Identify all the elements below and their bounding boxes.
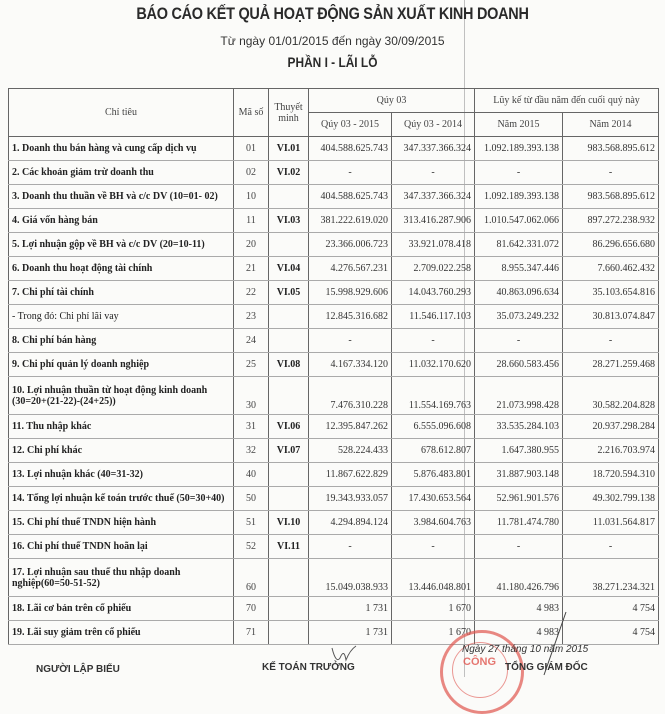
cell-item: 1. Doanh thu bán hàng và cung cấp dịch vụ	[9, 137, 234, 161]
cell-note	[269, 233, 309, 257]
cell-item: 3. Doanh thu thuần về BH và c/c DV (10=01- 02)	[9, 185, 234, 209]
cell-note: VI.03	[269, 209, 309, 233]
cell-q2014: 5.876.483.801	[392, 463, 475, 487]
cell-code: 32	[234, 439, 269, 463]
table-row	[9, 281, 659, 305]
cell-code: 20	[234, 233, 269, 257]
cell-y2014: 7.660.462.432	[563, 257, 659, 281]
header-y2014: Năm 2014	[563, 113, 659, 137]
cell-q2015: 404.588.625.743	[309, 185, 392, 209]
cell-note: VI.01	[269, 137, 309, 161]
cell-q2015: 4.276.567.231	[309, 257, 392, 281]
table-row	[9, 305, 659, 329]
cell-item: 7. Chi phí tài chính	[9, 281, 234, 305]
cell-y2014: 983.568.895.612	[563, 185, 659, 209]
cell-item: 11. Thu nhập khác	[9, 415, 234, 439]
cell-note: VI.08	[269, 353, 309, 377]
cell-code: 25	[234, 353, 269, 377]
cell-code: 22	[234, 281, 269, 305]
header-q2014: Qúy 03 - 2014	[392, 113, 475, 137]
cell-code: 10	[234, 185, 269, 209]
cell-item: 15. Chi phí thuế TNDN hiện hành	[9, 511, 234, 535]
table-row	[9, 329, 659, 353]
table-row	[9, 353, 659, 377]
cell-q2014: 6.555.096.608	[392, 415, 475, 439]
cell-q2014: 1 670	[392, 597, 475, 621]
cell-item: 12. Chi phí khác	[9, 439, 234, 463]
table-row	[9, 559, 659, 597]
cell-y2015: 21.073.998.428	[475, 377, 563, 415]
cell-note	[269, 621, 309, 645]
cell-note	[269, 559, 309, 597]
table-row	[9, 439, 659, 463]
table-row	[9, 377, 659, 415]
cell-code: 21	[234, 257, 269, 281]
cell-y2014: 35.103.654.816	[563, 281, 659, 305]
cell-code: 11	[234, 209, 269, 233]
cell-note: VI.06	[269, 415, 309, 439]
cell-y2015: 1.092.189.393.138	[475, 137, 563, 161]
cell-q2014: 11.554.169.763	[392, 377, 475, 415]
cell-q2015: 23.366.006.723	[309, 233, 392, 257]
cell-y2014: 897.272.238.932	[563, 209, 659, 233]
cell-q2015: 12.845.316.682	[309, 305, 392, 329]
cell-y2015: -	[475, 535, 563, 559]
cell-q2015: 15.998.929.606	[309, 281, 392, 305]
cell-item: - Trong đó: Chi phí lãi vay	[9, 305, 234, 329]
cell-y2014: 20.937.298.284	[563, 415, 659, 439]
cell-note: VI.11	[269, 535, 309, 559]
cell-item: 6. Doanh thu hoạt động tài chính	[9, 257, 234, 281]
cell-q2015: -	[309, 535, 392, 559]
cell-q2014: 313.416.287.906	[392, 209, 475, 233]
cell-note	[269, 377, 309, 415]
cell-q2015: 11.867.622.829	[309, 463, 392, 487]
cell-item: 14. Tổng lợi nhuận kế toán trước thuế (50=30+40)	[9, 487, 234, 511]
cell-y2014: 983.568.895.612	[563, 137, 659, 161]
cell-y2015: 28.660.583.456	[475, 353, 563, 377]
table-row	[9, 257, 659, 281]
header-item: Chỉ tiêu	[9, 89, 234, 137]
cell-item: 8. Chi phí bán hàng	[9, 329, 234, 353]
cell-q2015: 15.049.038.933	[309, 559, 392, 597]
cell-note: VI.10	[269, 511, 309, 535]
cell-y2014: 18.720.594.310	[563, 463, 659, 487]
cell-y2015: 4 983	[475, 621, 563, 645]
cell-q2014: -	[392, 535, 475, 559]
cell-code: 52	[234, 535, 269, 559]
cell-item: 9. Chi phí quản lý doanh nghiệp	[9, 353, 234, 377]
table-row	[9, 161, 659, 185]
signature	[330, 644, 360, 668]
cell-note: VI.02	[269, 161, 309, 185]
cell-note	[269, 305, 309, 329]
cell-y2015: 41.180.426.796	[475, 559, 563, 597]
cell-q2014: 14.043.760.293	[392, 281, 475, 305]
report-period: Từ ngày 01/01/2015 đến ngày 30/09/2015	[220, 34, 445, 48]
cell-q2014: 2.709.022.258	[392, 257, 475, 281]
cell-q2014: 347.337.366.324	[392, 185, 475, 209]
cell-y2015: 8.955.347.446	[475, 257, 563, 281]
cell-note	[269, 463, 309, 487]
section-title: PHẦN I - LÃI LỖ	[287, 54, 378, 70]
cell-q2014: 3.984.604.763	[392, 511, 475, 535]
chief-accountant-label: KẾ TOÁN TRƯỞNG	[262, 662, 355, 673]
cell-q2015: 4.294.894.124	[309, 511, 392, 535]
table-row	[9, 233, 659, 257]
cell-item: 5. Lợi nhuận gộp về BH và c/c DV (20=10-11)	[9, 233, 234, 257]
header-ytd-group: Lũy kế từ đầu năm đến cuối quý này	[475, 89, 659, 113]
cell-q2014: 11.546.117.103	[392, 305, 475, 329]
table-row	[9, 209, 659, 233]
cell-item: 19. Lãi suy giảm trên cổ phiếu	[9, 621, 234, 645]
cell-code: 30	[234, 377, 269, 415]
cell-code: 71	[234, 621, 269, 645]
cell-y2014: -	[563, 535, 659, 559]
cell-q2014: 33.921.078.418	[392, 233, 475, 257]
cell-q2014: 347.337.366.324	[392, 137, 475, 161]
cell-y2014: -	[563, 161, 659, 185]
cell-note: VI.05	[269, 281, 309, 305]
cell-y2015: 40.863.096.634	[475, 281, 563, 305]
cell-y2014: 49.302.799.138	[563, 487, 659, 511]
cell-y2015: 4 983	[475, 597, 563, 621]
cell-y2015: 81.642.331.072	[475, 233, 563, 257]
header-code: Mã số	[234, 89, 269, 137]
cell-item: 17. Lợi nhuận sau thuế thu nhập doanh nghiệp(60=50-51-52)	[9, 559, 234, 597]
cell-y2015: 1.092.189.393.138	[475, 185, 563, 209]
cell-q2015: 4.167.334.120	[309, 353, 392, 377]
cell-y2014: 11.031.564.817	[563, 511, 659, 535]
cell-code: 70	[234, 597, 269, 621]
cell-q2015: 1 731	[309, 597, 392, 621]
cell-note: VI.07	[269, 439, 309, 463]
cell-y2015: 33.535.284.103	[475, 415, 563, 439]
cell-code: 60	[234, 559, 269, 597]
cell-code: 51	[234, 511, 269, 535]
cell-note	[269, 185, 309, 209]
cell-item: 10. Lợi nhuận thuần từ hoạt động kinh doanh (30=20+(21-22)-(24+25))	[9, 377, 234, 415]
cell-q2015: 381.222.619.020	[309, 209, 392, 233]
cell-q2015: 1 731	[309, 621, 392, 645]
cell-q2014: 17.430.653.564	[392, 487, 475, 511]
header-note: Thuyết minh	[269, 89, 309, 137]
cell-y2014: 4 754	[563, 621, 659, 645]
cell-q2015: 528.224.433	[309, 439, 392, 463]
header-quarter-group: Qúy 03	[309, 89, 475, 113]
cell-code: 02	[234, 161, 269, 185]
table-row	[9, 137, 659, 161]
cell-code: 01	[234, 137, 269, 161]
cell-y2015: 11.781.474.780	[475, 511, 563, 535]
cell-q2015: 404.588.625.743	[309, 137, 392, 161]
cell-note: VI.04	[269, 257, 309, 281]
cell-q2015: 19.343.933.057	[309, 487, 392, 511]
cell-y2014: 2.216.703.974	[563, 439, 659, 463]
signature-director	[540, 610, 570, 677]
signing-date: Ngày 27 tháng 10 năm 2015	[462, 644, 589, 655]
cell-q2014: 11.032.170.620	[392, 353, 475, 377]
cell-y2014: 38.271.234.321	[563, 559, 659, 597]
cell-note	[269, 329, 309, 353]
cell-item: 4. Giá vốn hàng bán	[9, 209, 234, 233]
cell-y2014: 30.582.204.828	[563, 377, 659, 415]
cell-code: 23	[234, 305, 269, 329]
cell-y2015: 31.887.903.148	[475, 463, 563, 487]
table-row	[9, 415, 659, 439]
cell-q2015: -	[309, 329, 392, 353]
cell-q2014: 678.612.807	[392, 439, 475, 463]
cell-q2014: 13.446.048.801	[392, 559, 475, 597]
cell-q2015: -	[309, 161, 392, 185]
cell-y2015: -	[475, 161, 563, 185]
income-statement-table	[8, 88, 659, 645]
stamp-text: CÔNG	[463, 656, 496, 668]
report-title: BÁO CÁO KẾT QUẢ HOẠT ĐỘNG SẢN XUẤT KINH DOANH	[136, 4, 529, 23]
cell-note	[269, 597, 309, 621]
cell-item: 16. Chi phí thuế TNDN hoãn lại	[9, 535, 234, 559]
cell-y2014: 30.813.074.847	[563, 305, 659, 329]
cell-y2015: 1.647.380.955	[475, 439, 563, 463]
cell-y2014: 28.271.259.468	[563, 353, 659, 377]
cell-code: 24	[234, 329, 269, 353]
cell-q2015: 7.476.310.228	[309, 377, 392, 415]
cell-y2015: 1.010.547.062.066	[475, 209, 563, 233]
table-row	[9, 535, 659, 559]
cell-q2014: -	[392, 329, 475, 353]
cell-q2015: 12.395.847.262	[309, 415, 392, 439]
cell-item: 18. Lãi cơ bản trên cổ phiếu	[9, 597, 234, 621]
cell-y2014: 4 754	[563, 597, 659, 621]
director-label: TỔNG GIÁM ĐỐC	[505, 662, 588, 673]
cell-code: 31	[234, 415, 269, 439]
header-q2015: Qúy 03 - 2015	[309, 113, 392, 137]
cell-y2015: 52.961.901.576	[475, 487, 563, 511]
cell-q2014: 1 670	[392, 621, 475, 645]
cell-y2015: -	[475, 329, 563, 353]
header-y2015: Năm 2015	[475, 113, 563, 137]
cell-code: 40	[234, 463, 269, 487]
table-row	[9, 511, 659, 535]
preparer-label: NGƯỜI LẬP BIỂU	[36, 664, 120, 675]
cell-y2014: -	[563, 329, 659, 353]
table-row	[9, 463, 659, 487]
cell-y2015: 35.073.249.232	[475, 305, 563, 329]
table-row	[9, 487, 659, 511]
cell-note	[269, 487, 309, 511]
cell-code: 50	[234, 487, 269, 511]
table-row	[9, 185, 659, 209]
cell-q2014: -	[392, 161, 475, 185]
cell-item: 13. Lợi nhuận khác (40=31-32)	[9, 463, 234, 487]
cell-y2014: 86.296.656.680	[563, 233, 659, 257]
cell-item: 2. Các khoản giảm trừ doanh thu	[9, 161, 234, 185]
